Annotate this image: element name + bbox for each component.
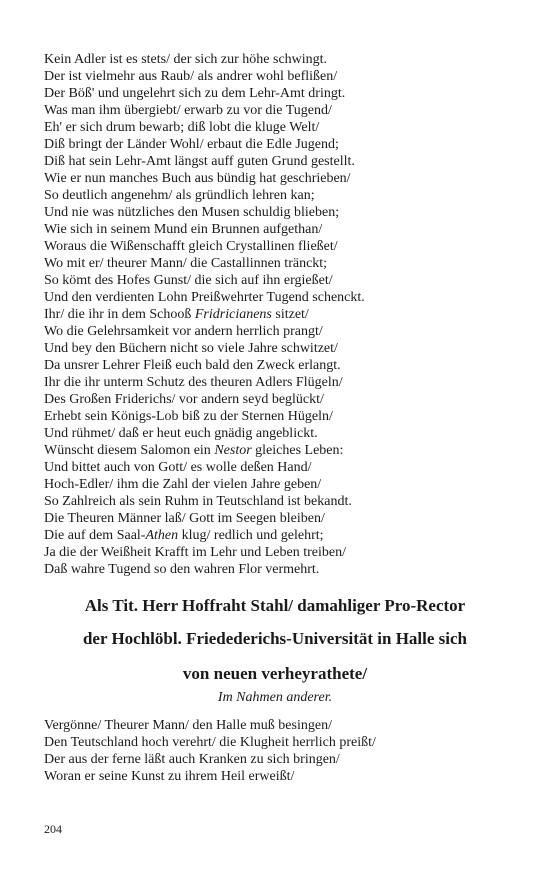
poem-line — [44, 68, 514, 85]
poem-line — [44, 306, 514, 323]
poem-line — [44, 187, 514, 204]
section-heading-line-1: Als Tit. Herr Hoffraht Stahl/ damahliger Pro-Rector — [84, 596, 466, 615]
poem-line-italic-text: Fridricianens — [194, 307, 272, 322]
poem-line — [44, 221, 514, 238]
poem-line-text: Ihr/ die ihr in dem Schooß — [44, 307, 195, 322]
poem-line-text: Diß hat sein Lehr-Amt längst auff guten Grund gestellt. — [44, 154, 355, 169]
second-poem-line: Woran er seine Kunst zu ihrem Heil erweißt/ — [44, 769, 295, 784]
second-poem-line: Der aus der ferne läßt auch Kranken zu sich bringen/ — [44, 752, 340, 767]
poem-line-text: Und den verdienten Lohn Preißwehrter Tugend schenckt. — [44, 290, 365, 305]
poem-line-text: Des Großen Friderichs/ vor andern seyd beglückt/ — [44, 392, 324, 407]
poem-line-text: Erhebt sein Königs-Lob biß zu der Sternen Hügeln/ — [44, 409, 333, 424]
poem-line — [44, 476, 514, 493]
poem-line — [44, 204, 514, 221]
poem-line — [44, 459, 514, 476]
poem-line — [44, 527, 514, 544]
poem-line-italic-text: Athen — [145, 528, 179, 543]
poem-line — [44, 561, 514, 578]
poem-line-text: Wünscht diesem Salomon ein — [44, 443, 215, 458]
poem-line-text: gleiches Leben: — [251, 443, 344, 458]
page-number: 204 — [44, 822, 62, 836]
poem-body — [44, 51, 514, 578]
poem-line — [44, 136, 514, 153]
poem-line-text: Der Böß' und ungelehrt sich zu dem Lehr-Amt dringt. — [44, 86, 346, 101]
section-heading-line-2: der Hochlöbl. Friedederichs-Universität in Halle sich — [82, 629, 468, 648]
poem-line — [44, 153, 514, 170]
poem-line-text: Und bittet auch von Gott/ es wolle deßen Hand/ — [44, 460, 312, 475]
poem-line — [44, 170, 514, 187]
poem-line-text: Der ist vielmehr aus Raub/ als andrer wohl beflißen/ — [44, 69, 338, 84]
poem-line — [44, 119, 514, 136]
poem-line-text: Was man ihm übergiebt/ erwarb zu vor die Tugend/ — [44, 103, 332, 118]
section-subtitle: Im Nahmen anderer. — [217, 690, 333, 705]
poem-line — [44, 323, 514, 340]
poem-line — [44, 374, 514, 391]
poem-line-text: Wo mit er/ theurer Mann/ die Castallinnen tränckt; — [44, 256, 328, 271]
poem-line-text: Wo die Gelehrsamkeit vor andern herrlich prangt/ — [44, 324, 323, 339]
poem-line — [44, 102, 514, 119]
poem-line — [44, 238, 514, 255]
poem-line — [44, 442, 514, 459]
poem-line-text: sitzet/ — [271, 307, 309, 322]
poem-line-text: Eh' er sich drum bewarb; diß lobt die kluge Welt/ — [44, 120, 320, 135]
section-heading-line-3: von neuen verheyrathete/ — [182, 664, 368, 683]
poem-line — [44, 493, 514, 510]
poem-line-text: Hoch-Edler/ ihm die Zahl der vielen Jahre geben/ — [44, 477, 322, 492]
poem-line-text: Da unsrer Lehrer Fleiß euch bald den Zweck erlangt. — [44, 358, 341, 373]
poem-line — [44, 391, 514, 408]
poem-line — [44, 255, 514, 272]
poem-line-text: Wie er nun manches Buch aus bündig hat geschrieben/ — [44, 171, 351, 186]
poem-line-text: Die auf dem Saal- — [44, 528, 146, 543]
poem-line — [44, 357, 514, 374]
poem-line — [44, 51, 514, 68]
poem-line — [44, 289, 514, 306]
poem-line-text: Ihr die ihr unterm Schutz des theuren Adlers Flügeln/ — [44, 375, 343, 390]
poem-line-text: Ja die der Weißheit Krafft im Lehr und Leben treiben/ — [44, 545, 346, 560]
second-poem-line: Den Teutschland hoch verehrt/ die Klugheit herrlich preißt/ — [44, 735, 376, 750]
poem-line — [44, 425, 514, 442]
poem-line-text: So kömt des Hofes Gunst/ die sich auf ihn ergießet/ — [44, 273, 333, 288]
poem-line-text: Kein Adler ist es stets/ der sich zur höhe schwingt. — [44, 52, 328, 67]
poem-line-text: Und bey den Büchern nicht so viele Jahre schwitzet/ — [44, 341, 338, 356]
poem-line-italic-text: Nestor — [214, 443, 252, 458]
poem-line — [44, 85, 514, 102]
second-poem-body — [44, 717, 514, 785]
poem-line-text: Daß wahre Tugend so den wahren Flor vermehrt. — [44, 562, 320, 577]
second-poem-line: Vergönne/ Theurer Mann/ den Halle muß besingen/ — [44, 718, 332, 733]
poem-line-text: Diß bringt der Länder Wohl/ erbaut die Edle Jugend; — [44, 137, 339, 152]
poem-line-text: So deutlich angenehm/ als gründlich lehren kan; — [44, 188, 315, 203]
poem-line — [44, 544, 514, 561]
poem-line-text: Wie sich in seinem Mund ein Brunnen aufgethan/ — [44, 222, 323, 237]
poem-line-text: So Zahlreich als sein Ruhm in Teutschland ist bekandt. — [44, 494, 352, 509]
poem-line-text: klug/ redlich und gelehrt; — [178, 528, 324, 543]
poem-line-text: Woraus die Wißenschafft gleich Crystallinen fließet/ — [44, 239, 338, 254]
poem-line-text: Die Theuren Männer laß/ Gott im Seegen bleiben/ — [44, 511, 325, 526]
poem-line — [44, 272, 514, 289]
poem-line-text: Und nie was nützliches den Musen schuldig blieben; — [44, 205, 340, 220]
poem-line — [44, 510, 514, 527]
poem-line — [44, 408, 514, 425]
poem-line-text: Und rühmet/ daß er heut euch gnädig angeblickt. — [44, 426, 318, 441]
poem-line — [44, 340, 514, 357]
